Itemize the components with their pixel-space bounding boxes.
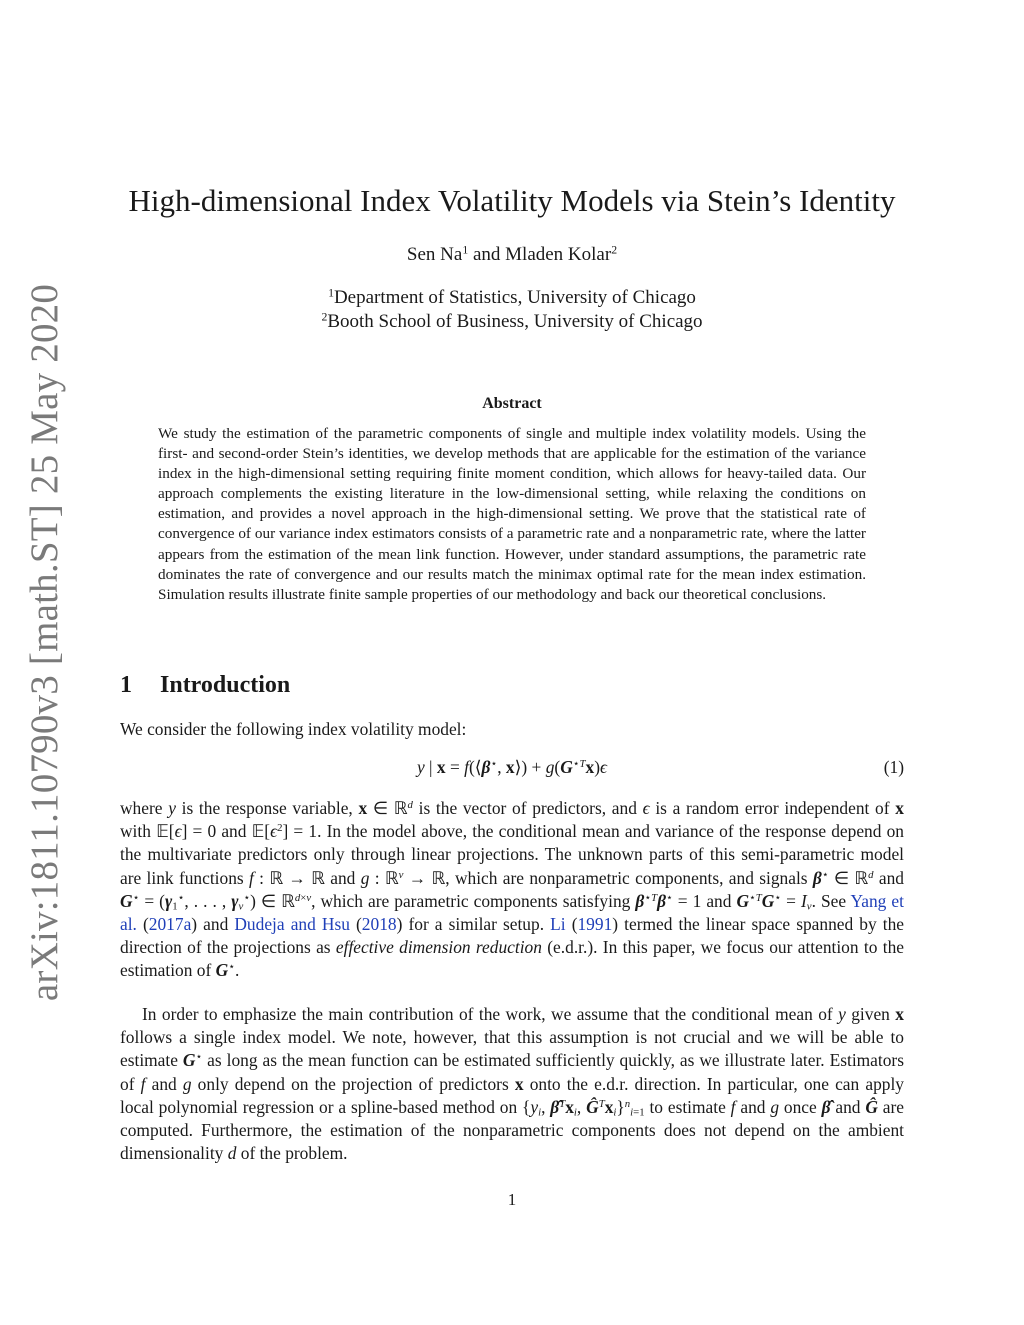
arxiv-identifier: arXiv:1811.10790v3 [math.ST] 25 May 2020 [23,283,67,1002]
affiliation [120,286,904,310]
affiliations [120,286,904,334]
abstract-text: We study the estimation of the parametric components of single and multiple index volatility models. Using the first- and second-order Stein’s identities, we develop methods that are applicable for the estimation of the variance index in the high-dimensional setting requiring finite moment condition, which allows for heavy-tailed data. Our approach complements the existing literature in the low-dimensional setting, while relaxing the conditions on estimation, and provides a novel approach in the high-dimensional setting. We prove that the statistical rate of convergence of our variance index estimators consists of a parametric rate and a nonparametric rate, where the latter appears from the estimation of the mean link function. However, under standard assumptions, the parametric rate dominates the rate of convergence and our results match the minimax optimal rate for the mean index estimation. Simulation results illustrate finite sample properties of our methodology and back our theoretical conclusions. [158,425,866,603]
section-heading [120,672,290,699]
equation-1 [120,757,904,783]
equation-number: (1) [883,757,904,777]
citation-link[interactable]: Dudeja [234,914,285,935]
citation-link[interactable]: Li [550,914,566,935]
author-conjunction: and [468,244,506,265]
affiliation-text: Department of Statistics, University of Chicago [333,287,696,308]
citation-link[interactable]: Yang et al. [120,890,904,935]
intro-paragraph: In order to emphasize the main contribution of the work, we assume that the conditional mean of y given x follows a single index model. We note, however, that this assumption is not crucial and we will be able to estimate G⋆ as long as the mean function can be estimated sufficiently quickly, as we illustrate later. Estimators of f and g only depend on the projection of predictors x onto the e.d.r. direction. In particular, one can apply local polynomial regression or a spline-based method on {$y_i$, $\betâ^Tx_i$, $Ĝ^Tx_i\}^n_{i=1}$ to estimate f and g once β̂ and Ĝ are computed. Furthermore, the estimation of the nonparametric components does not depend on the ambient dimensionality d of the problem. [120,1004,904,1164]
affiliation-mark: 2 [321,310,328,324]
author-affiliation-mark: 2 [611,243,618,257]
citation-year-link[interactable]: 2017a [148,914,192,935]
author-affiliation-mark: 1 [462,243,469,257]
affiliation [120,310,904,334]
affiliation-mark: 1 [328,286,334,300]
page-number: 1 [507,1190,517,1209]
section-title: Introduction [160,672,291,698]
affiliation-text: Booth School of Business, University of Chicago [327,311,703,332]
paper-title: High-dimensional Index Volatility Models via Stein’s Identity [128,183,896,218]
section-number: 1 [120,672,132,698]
citation-year-link[interactable]: 1991 [577,914,613,935]
citation-link[interactable]: and Hsu [290,914,350,935]
equation-body: y | x = f(⟨β⋆, x⟩) + $g(G^{⋆T}x)\epsilon$ [416,757,608,777]
author-name: Mladen Kolar [505,244,612,265]
author-name: Sen Na [406,244,463,265]
arxiv-sidebar [14,283,76,1002]
intro-paragraph: where y is the response variable, x ∈ ℝ$^d$ is the vector of predictors, and ϵ is a random error independent of x with 𝔼[ϵ] = 0 and $𝔼[\epsilon^2] = 1$. In the model above, the conditional mean and variance of the response depend on the multivariate predictors only through linear projections. The unknown parts of this semi-parametric model are link functions f : ℝ → ℝ and g : ℝ$^v$ → ℝ, which are nonparametric components, and signals β⋆ ∈ ℝ$^d$ and $G^⋆ = (\gamma_1^⋆$, . . . , $\gamma_v^⋆$) ∈ ℝ$^{d\times v}$, which are parametric components satisfying $\beta^{⋆T}\beta^⋆ = 1$ and $G^{⋆T}G^⋆ = I_v$. See Yang et al. (2017a) and Dudeja and Hsu (2018) for a similar setup. Li (1991) termed the linear space spanned by the direction of the projections as effective dimension reduction (e.d.r.). In this paper, we focus our attention to the estimation of G⋆. [120,798,904,981]
author-line [120,244,904,266]
abstract-heading: Abstract [482,395,542,412]
intro-lead: We consider the following index volatility model: [120,719,467,739]
citation-year-link[interactable]: 2018 [361,914,397,935]
